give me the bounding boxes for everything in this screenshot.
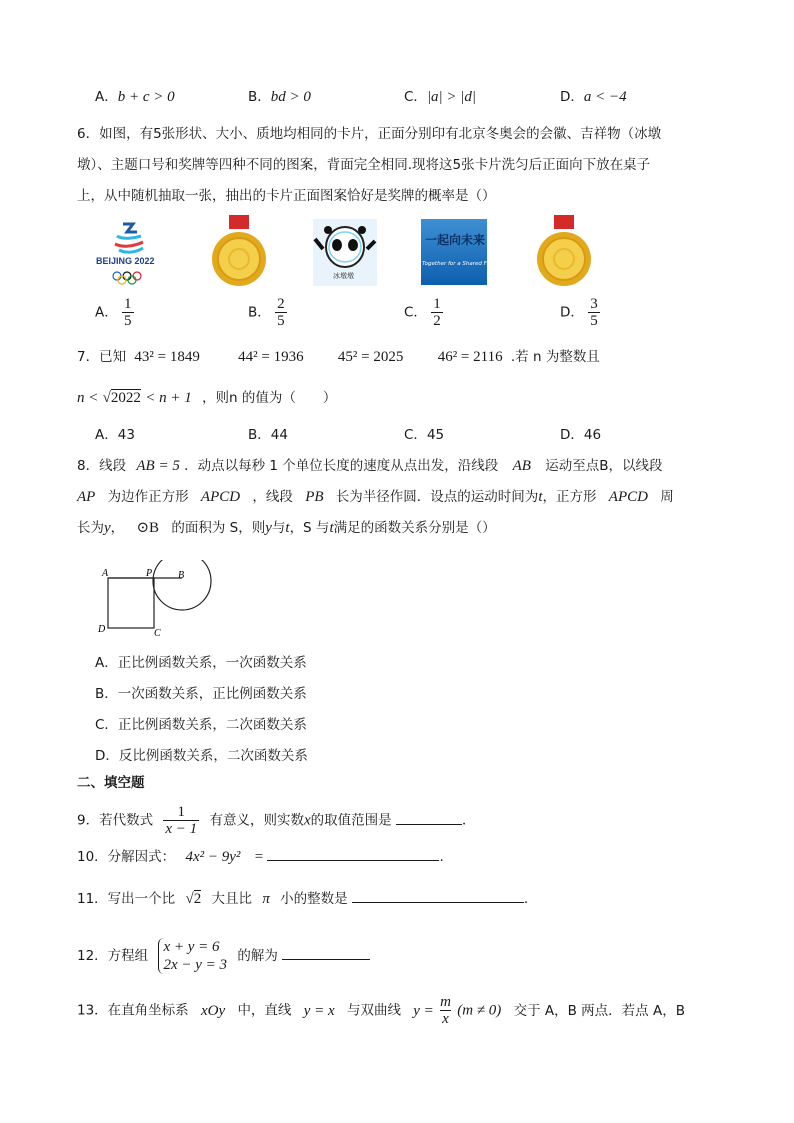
q8-geometry-figure bbox=[94, 560, 224, 640]
q8-option-b: B．一次函数关系，正比例函数关系 bbox=[95, 686, 307, 702]
emblem-text: BEIJING 2022 bbox=[96, 256, 155, 266]
q8-line1: 8．线段 AB = 5 ．动点以每秒 1 个单位长度的速度从点出发，沿线段 AB 运动至点B，以线段 bbox=[77, 458, 663, 474]
gold-medal-card-2 bbox=[530, 215, 598, 287]
q5-option-c: C．|a| > |d| bbox=[404, 89, 477, 105]
q8-line3: 长为y， ⊙B 的面积为 S，则y与t，S 与t满足的函数关系分别是（） bbox=[77, 520, 496, 536]
q8-line2: AP 为边作正方形 APCD ，线段 PB 长为半径作圆．设点的运动时间为t，正方形 APCD 周 bbox=[77, 489, 674, 505]
q9-answer-blank[interactable] bbox=[396, 810, 462, 825]
slogan-en-text: Together for a Shared Future bbox=[422, 261, 502, 267]
gold-medal-icon bbox=[205, 215, 273, 287]
label-a: A bbox=[102, 568, 109, 579]
q10-answer-blank[interactable] bbox=[267, 846, 439, 861]
q6-line3: 上，从中随机抽取一张，抽出的卡片正面图案恰好是奖牌的概率是（） bbox=[77, 188, 496, 204]
q7-option-b: B．44 bbox=[248, 427, 288, 443]
section-heading-fill-in: 二、填空题 bbox=[77, 775, 145, 791]
q8-option-a: A．正比例函数关系，一次函数关系 bbox=[95, 655, 307, 671]
q6-option-a: A． $\frac{1}{5}$ bbox=[95, 296, 132, 329]
q7-option-d: D．46 bbox=[560, 427, 602, 443]
q11-answer-blank[interactable] bbox=[352, 888, 524, 903]
label-b: B bbox=[178, 570, 185, 581]
q9-line: 9．若代数式 $\frac{1}{x - 1}$ 有意义，则实数x的取值范围是 ． bbox=[77, 804, 476, 837]
q13-line: 13．在直角坐标系 xOy 中，直线 y = x 与双曲线 y = $\frac{m}{x}$ (m ≠ 0) 交于 A，B 两点．若点 A，B bbox=[77, 994, 685, 1027]
mascot-text: 冰墩墩 bbox=[333, 272, 354, 280]
panda-mascot-icon bbox=[313, 219, 377, 271]
gold-medal-icon bbox=[530, 215, 598, 287]
q8-option-c: C．正比例函数关系，二次函数关系 bbox=[95, 717, 307, 733]
q12-answer-blank[interactable] bbox=[282, 945, 370, 960]
olympic-emblem-icon bbox=[93, 218, 163, 286]
olympic-emblem-card bbox=[93, 218, 163, 286]
label-d: D bbox=[98, 624, 106, 635]
q7-option-a: A．43 bbox=[95, 427, 135, 443]
circle-b bbox=[153, 560, 211, 610]
q6-option-c: C． $\frac{1}{2}$ bbox=[404, 296, 441, 329]
q6-option-d: D． $\frac{3}{5}$ bbox=[560, 296, 598, 329]
square-apcd bbox=[108, 578, 154, 628]
q5-option-a: A．b + c > 0 bbox=[95, 89, 175, 105]
label-c: C bbox=[154, 628, 161, 639]
q6-line2: 墩）、主题口号和奖牌等四种不同的图案，背面完全相同.现将这5张卡片洗匀后正面向下放在桌子 bbox=[77, 157, 651, 173]
gold-medal-card-1 bbox=[205, 215, 273, 287]
q6-option-b: B． $\frac{2}{5}$ bbox=[248, 296, 285, 329]
q6-line1: 6．如图，有5张形状、大小、质地均相同的卡片，正面分别印有北京冬奥会的会徽、吉祥物（冰墩 bbox=[77, 126, 662, 142]
q10-line: 10．分解因式： 4x² − 9y² = . bbox=[77, 846, 444, 867]
slogan-card bbox=[421, 219, 502, 285]
q5-option-d: D．a < −4 bbox=[560, 89, 627, 105]
q7-option-c: C．45 bbox=[404, 427, 445, 443]
q7-line1: 7．已知 43² = 1849 44² = 1936 45² = 2025 46² = 2116 .若 n 为整数且 bbox=[77, 349, 600, 365]
q12-line: 12．方程组 x + y = 6 2x − y = 3 的解为 bbox=[77, 938, 370, 974]
q11-line: 11．写出一个比 √2 大且比 π 小的整数是 . bbox=[77, 888, 528, 909]
label-p: P bbox=[146, 568, 153, 579]
q8-option-d: D．反比例函数关系，二次函数关系 bbox=[95, 748, 308, 764]
q7-line2: n < √2022 < n + 1 ，则n 的值为（ ） bbox=[77, 390, 337, 406]
slogan-cn-text: 一起向未来 bbox=[425, 233, 486, 247]
q5-option-b: B．bd > 0 bbox=[248, 89, 311, 105]
mascot-card bbox=[313, 219, 377, 286]
